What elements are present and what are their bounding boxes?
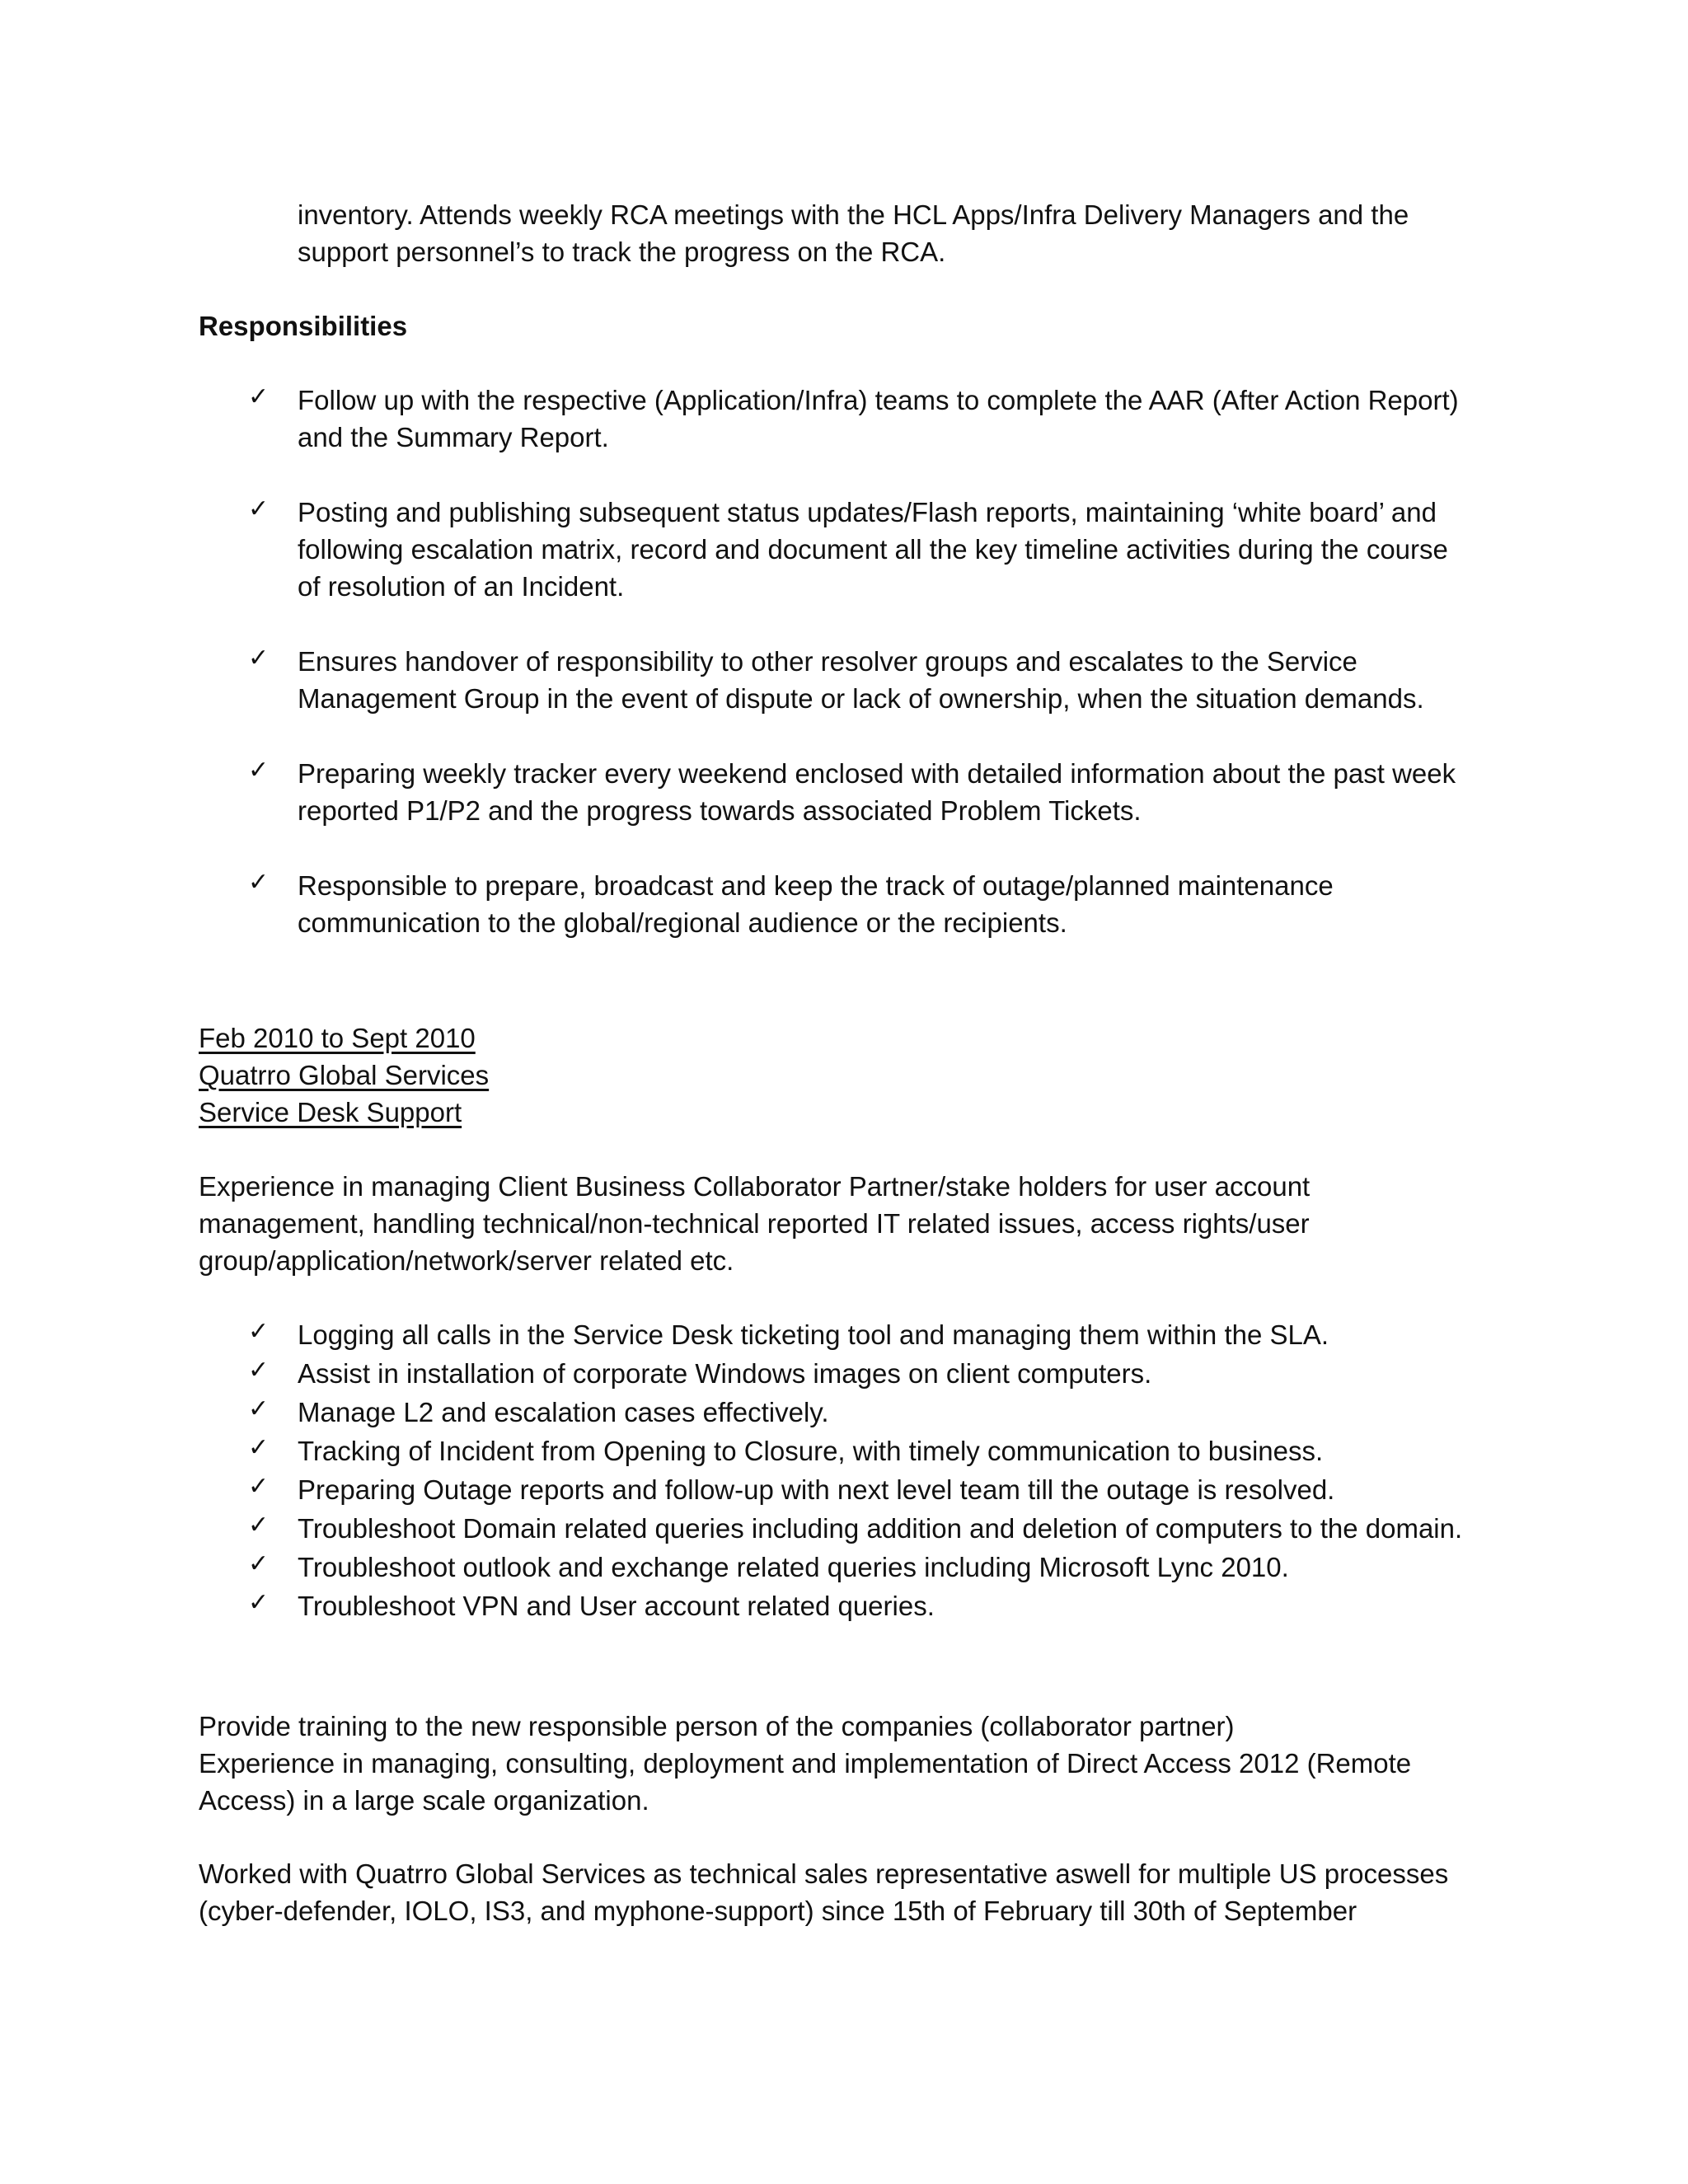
- checkmark-icon: ✓: [248, 1511, 270, 1540]
- direct-access-line: Experience in managing, consulting, deployment and implementation of Direct Access 2012 (Remote Access) in a large scale organization.: [199, 1748, 1412, 1816]
- list-item: [199, 1432, 1476, 1469]
- list-item: [199, 1355, 1476, 1392]
- list-item: [199, 1549, 1476, 1586]
- checkmark-icon: ✓: [248, 868, 270, 897]
- list-item: [199, 1510, 1476, 1547]
- responsibilities-list: [199, 382, 1476, 941]
- list-item-text: Responsible to prepare, broadcast and keep the track of outage/planned maintenance communication to the global/regional audience or the recipients.: [298, 870, 1334, 938]
- checkmark-icon: ✓: [248, 1433, 270, 1462]
- list-item-text: Assist in installation of corporate Windows images on client computers.: [298, 1358, 1152, 1389]
- checkmark-icon: ✓: [248, 1588, 270, 1617]
- checkmark-icon: ✓: [248, 756, 270, 785]
- checkmark-icon: ✓: [248, 494, 270, 523]
- checkmark-icon: ✓: [248, 1394, 270, 1423]
- list-item-text: Manage L2 and escalation cases effectively.: [298, 1397, 829, 1427]
- responsibilities-heading: Responsibilities: [199, 311, 408, 341]
- list-item-text: Logging all calls in the Service Desk ticketing tool and managing them within the SLA.: [298, 1319, 1329, 1350]
- checkmark-icon: ✓: [248, 1472, 270, 1501]
- job-header: [199, 1019, 1476, 1131]
- list-item-text: Troubleshoot Domain related queries including addition and deletion of computers to the domain.: [298, 1513, 1463, 1544]
- list-item: [199, 1471, 1476, 1508]
- checkmark-icon: ✓: [248, 1549, 270, 1578]
- list-item-text: Troubleshoot outlook and exchange related queries including Microsoft Lync 2010.: [298, 1552, 1289, 1582]
- closing-paragraph: Worked with Quatrro Global Services as technical sales representative aswell for multiple US processes (cyber-defender, IOLO, IS3, and myphone-support) since 15th of February till 30th of September: [199, 1858, 1449, 1926]
- list-item: [199, 643, 1476, 717]
- job-company: Quatrro Global Services: [199, 1060, 490, 1090]
- job-role: Service Desk Support: [199, 1097, 462, 1127]
- list-item-text: Follow up with the respective (Application/Infra) teams to complete the AAR (After Action Report) and the Summary Report.: [298, 385, 1459, 452]
- list-item: [199, 867, 1476, 941]
- list-item: [199, 1316, 1476, 1353]
- job-summary: Experience in managing Client Business Collaborator Partner/stake holders for user account management, handling technical/non-technical reported IT related issues, access rights/user group/application/network/server related etc.: [199, 1171, 1311, 1276]
- duties-list: [199, 1316, 1476, 1624]
- training-line: Provide training to the new responsible person of the companies (collaborator partner): [199, 1711, 1235, 1741]
- list-item-text: Posting and publishing subsequent status updates/Flash reports, maintaining ‘white board’ and following escalation matrix, record and document all the key timeline activities during the course of resolution of an Incident.: [298, 497, 1448, 602]
- list-item-text: Troubleshoot VPN and User account related queries.: [298, 1591, 935, 1621]
- list-item-text: Preparing Outage reports and follow-up with next level team till the outage is resolved.: [298, 1474, 1335, 1505]
- list-item-text: Ensures handover of responsibility to other resolver groups and escalates to the Service Management Group in the event of dispute or lack of ownership, when the situation demands.: [298, 646, 1424, 714]
- checkmark-icon: ✓: [248, 382, 270, 411]
- training-paragraph: [199, 1708, 1476, 1819]
- checkmark-icon: ✓: [248, 644, 270, 673]
- job-dates: Feb 2010 to Sept 2010: [199, 1023, 476, 1053]
- checkmark-icon: ✓: [248, 1317, 270, 1346]
- list-item: [199, 1587, 1476, 1624]
- list-item: [199, 1394, 1476, 1431]
- list-item-text: Preparing weekly tracker every weekend enclosed with detailed information about the past week reported P1/P2 and the progress towards associated Problem Tickets.: [298, 758, 1456, 826]
- list-item: [199, 494, 1476, 605]
- list-item-text: Tracking of Incident from Opening to Closure, with timely communication to business.: [298, 1436, 1324, 1466]
- list-item: [199, 755, 1476, 829]
- list-item: [199, 382, 1476, 456]
- checkmark-icon: ✓: [248, 1356, 270, 1385]
- intro-continuation: inventory. Attends weekly RCA meetings with the HCL Apps/Infra Delivery Managers and the support personnel’s to track the progress on the RCA.: [298, 199, 1409, 267]
